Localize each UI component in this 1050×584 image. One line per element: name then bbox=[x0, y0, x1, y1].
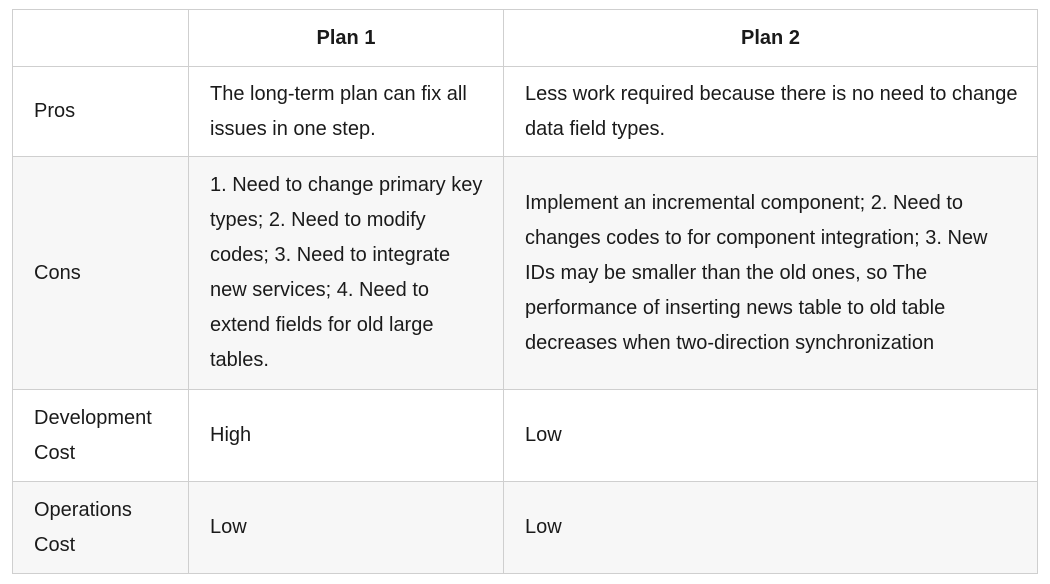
cell-development-cost-plan-2: Low bbox=[504, 390, 1038, 482]
cell-operations-cost-plan-2: Low bbox=[504, 482, 1038, 574]
header-row bbox=[13, 10, 1038, 67]
cell-pros-plan-1: The long-term plan can fix all issues in one step. bbox=[189, 67, 504, 157]
table-row-development-cost bbox=[13, 390, 1038, 482]
cell-pros-plan-2: Less work required because there is no need to change data field types. bbox=[504, 67, 1038, 157]
table-row-operations-cost bbox=[13, 482, 1038, 574]
row-label-pros: Pros bbox=[13, 67, 189, 157]
row-label-development-cost: Development Cost bbox=[13, 390, 189, 482]
header-plan-2: Plan 2 bbox=[504, 10, 1038, 67]
header-plan-1: Plan 1 bbox=[189, 10, 504, 67]
table-row-pros bbox=[13, 67, 1038, 157]
cell-cons-plan-1: 1. Need to change primary key types; 2. Need to modify codes; 3. Need to integrate new services; 4. Need to extend fields for old large tables. bbox=[189, 157, 504, 390]
header-corner-cell bbox=[13, 10, 189, 67]
cell-operations-cost-plan-1: Low bbox=[189, 482, 504, 574]
row-label-cons: Cons bbox=[13, 157, 189, 390]
cell-cons-plan-2: Implement an incremental component; 2. Need to changes codes to for component integration; 3. New IDs may be smaller than the old ones, so The performance of inserting news table to old table decreases when two-direction synchronization bbox=[504, 157, 1038, 390]
comparison-table bbox=[12, 9, 1038, 574]
table-row-cons bbox=[13, 157, 1038, 390]
row-label-operations-cost: Operations Cost bbox=[13, 482, 189, 574]
cell-development-cost-plan-1: High bbox=[189, 390, 504, 482]
